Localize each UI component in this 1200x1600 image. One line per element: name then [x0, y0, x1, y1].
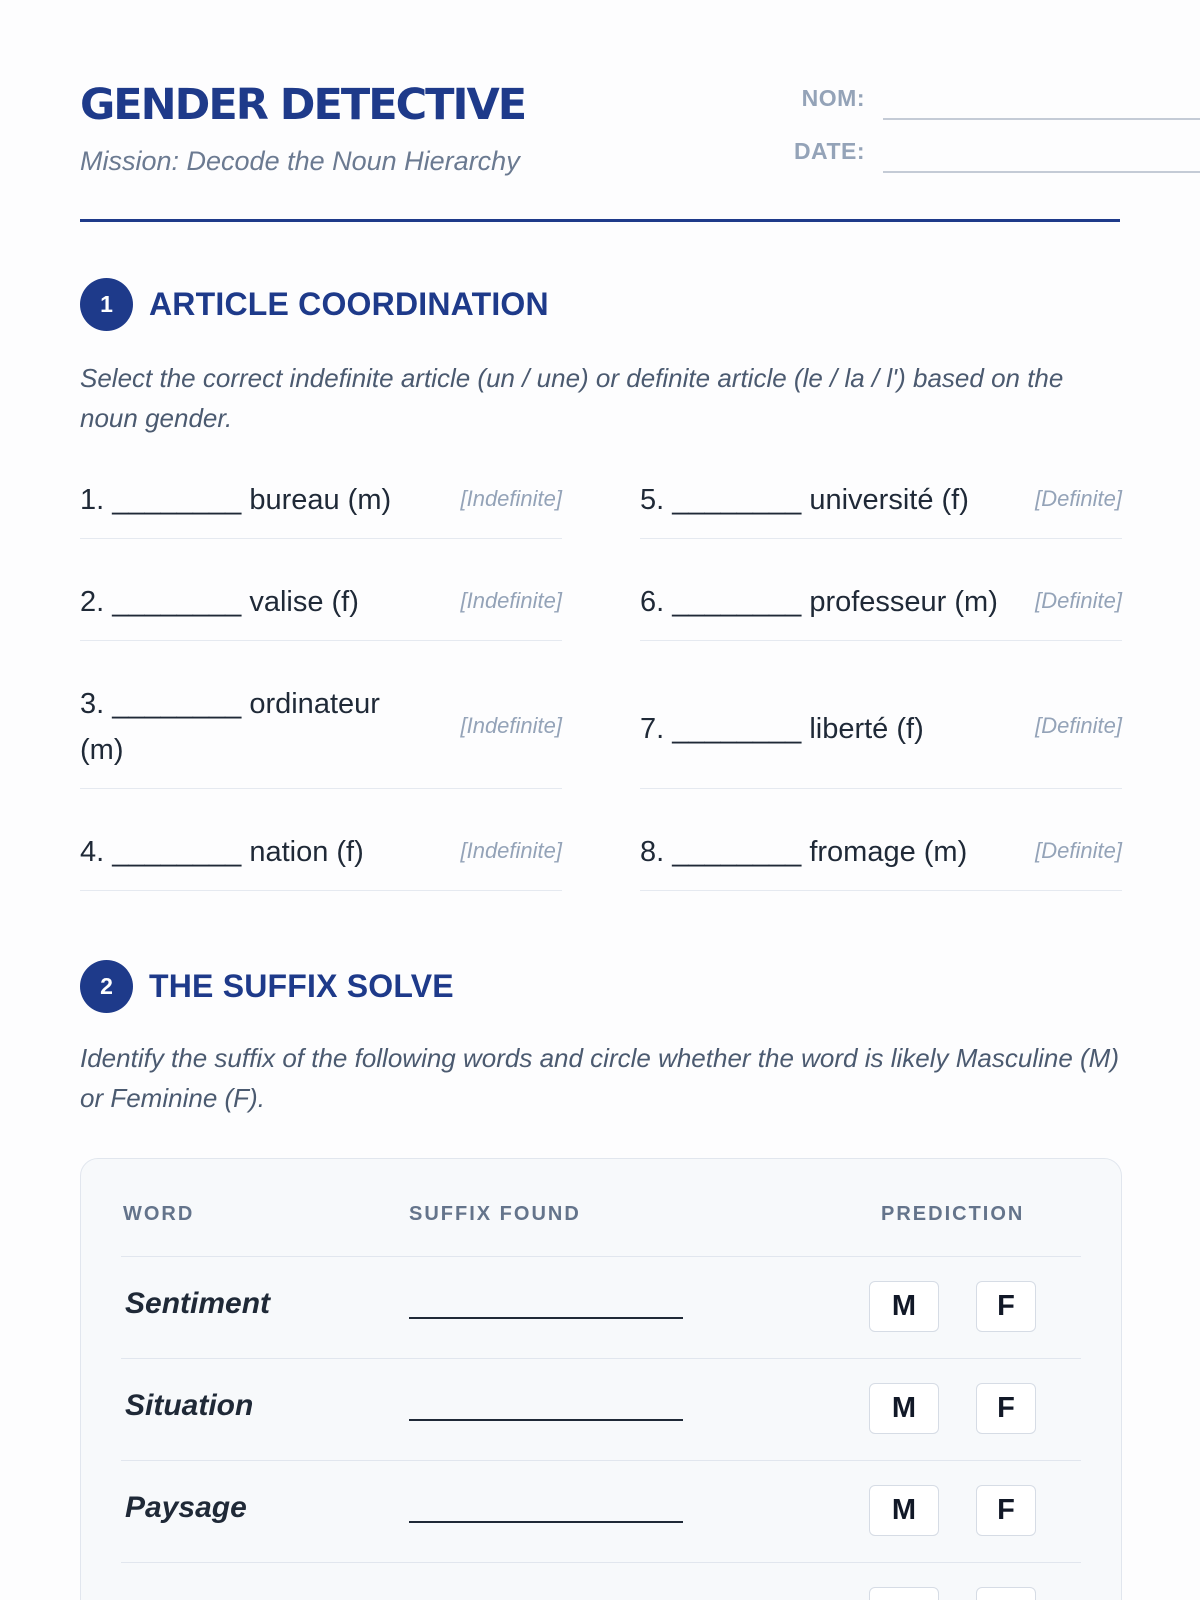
exercise-text[interactable]: 3. ________ ordinateur (m)	[80, 688, 380, 766]
exercise-text[interactable]: 6. ________ professeur (m)	[640, 586, 998, 618]
worksheet-subtitle: Mission: Decode the Noun Hierarchy	[80, 146, 520, 176]
exercise-text[interactable]: 4. ________ nation (f)	[80, 836, 364, 868]
exercise-item	[80, 579, 562, 641]
masculine-choice[interactable]: M	[869, 1485, 939, 1536]
section-2-heading	[80, 960, 454, 1013]
exercise-item	[640, 579, 1122, 641]
exercise-tag: [Definite]	[1035, 588, 1122, 613]
section-2-number-badge: 2	[80, 960, 133, 1013]
exercise-tag: [Definite]	[1035, 838, 1122, 863]
suffix-answer-line[interactable]	[409, 1521, 683, 1523]
table-row	[121, 1257, 1081, 1358]
exercise-text[interactable]: 2. ________ valise (f)	[80, 586, 359, 618]
section-2-instructions: Identify the suffix of the following words and circle whether the word is likely Masculine (M) or Feminine (F).	[80, 1043, 1119, 1113]
nom-label: NOM:	[801, 85, 865, 111]
worksheet-title: GENDER DETECTIVE	[80, 80, 526, 130]
exercise-tag: [Indefinite]	[460, 588, 562, 613]
table-row-partial	[121, 1563, 1081, 1600]
section-1-title: ARTICLE COORDINATION	[149, 286, 549, 322]
exercise-text[interactable]: 8. ________ fromage (m)	[640, 836, 968, 868]
suffix-table	[80, 1158, 1122, 1600]
exercise-tag: [Indefinite]	[460, 838, 562, 863]
date-input-line[interactable]	[883, 171, 1200, 173]
exercise-tag: [Indefinite]	[460, 713, 562, 738]
masculine-choice[interactable]	[869, 1587, 939, 1600]
column-header-word: WORD	[123, 1203, 195, 1225]
column-header-prediction: PREDICTION	[881, 1203, 1025, 1225]
exercise-text[interactable]: 5. ________ université (f)	[640, 484, 969, 516]
exercise-item	[640, 829, 1122, 891]
section-1-instructions: Select the correct indefinite article (un / une) or definite article (le / la / l') based on the noun gender.	[80, 363, 1064, 433]
section-1-heading	[80, 278, 549, 331]
row-word: Paysage	[125, 1491, 247, 1524]
exercise-tag: [Definite]	[1035, 486, 1122, 511]
suffix-answer-line[interactable]	[409, 1317, 683, 1319]
masculine-choice[interactable]: M	[869, 1383, 939, 1434]
masculine-choice[interactable]: M	[869, 1281, 939, 1332]
row-word: Sentiment	[125, 1287, 271, 1320]
table-row	[121, 1461, 1081, 1562]
exercise-item	[80, 829, 562, 891]
table-row	[121, 1359, 1081, 1460]
nom-field[interactable]	[720, 80, 1200, 120]
exercise-item	[640, 681, 1122, 789]
exercise-tag: [Indefinite]	[460, 486, 562, 511]
feminine-choice[interactable]: F	[976, 1485, 1036, 1536]
feminine-choice[interactable]: F	[976, 1281, 1036, 1332]
exercise-item	[80, 681, 562, 789]
row-word: Situation	[125, 1389, 254, 1422]
feminine-choice[interactable]	[976, 1587, 1036, 1600]
nom-input-line[interactable]	[883, 118, 1200, 120]
exercise-tag: [Definite]	[1035, 713, 1122, 738]
feminine-choice[interactable]: F	[976, 1383, 1036, 1434]
date-field[interactable]	[720, 133, 1200, 173]
exercise-item	[640, 477, 1122, 539]
date-label: DATE:	[793, 138, 865, 164]
worksheet-header	[80, 0, 1120, 222]
exercise-text[interactable]: 7. ________ liberté (f)	[640, 713, 924, 745]
column-header-suffix: SUFFIX FOUND	[409, 1203, 581, 1225]
section-2-title: THE SUFFIX SOLVE	[149, 968, 454, 1004]
exercise-item	[80, 477, 562, 539]
suffix-answer-line[interactable]	[409, 1419, 683, 1421]
section-1-number-badge: 1	[80, 278, 133, 331]
exercise-text[interactable]: 1. ________ bureau (m)	[80, 484, 392, 516]
